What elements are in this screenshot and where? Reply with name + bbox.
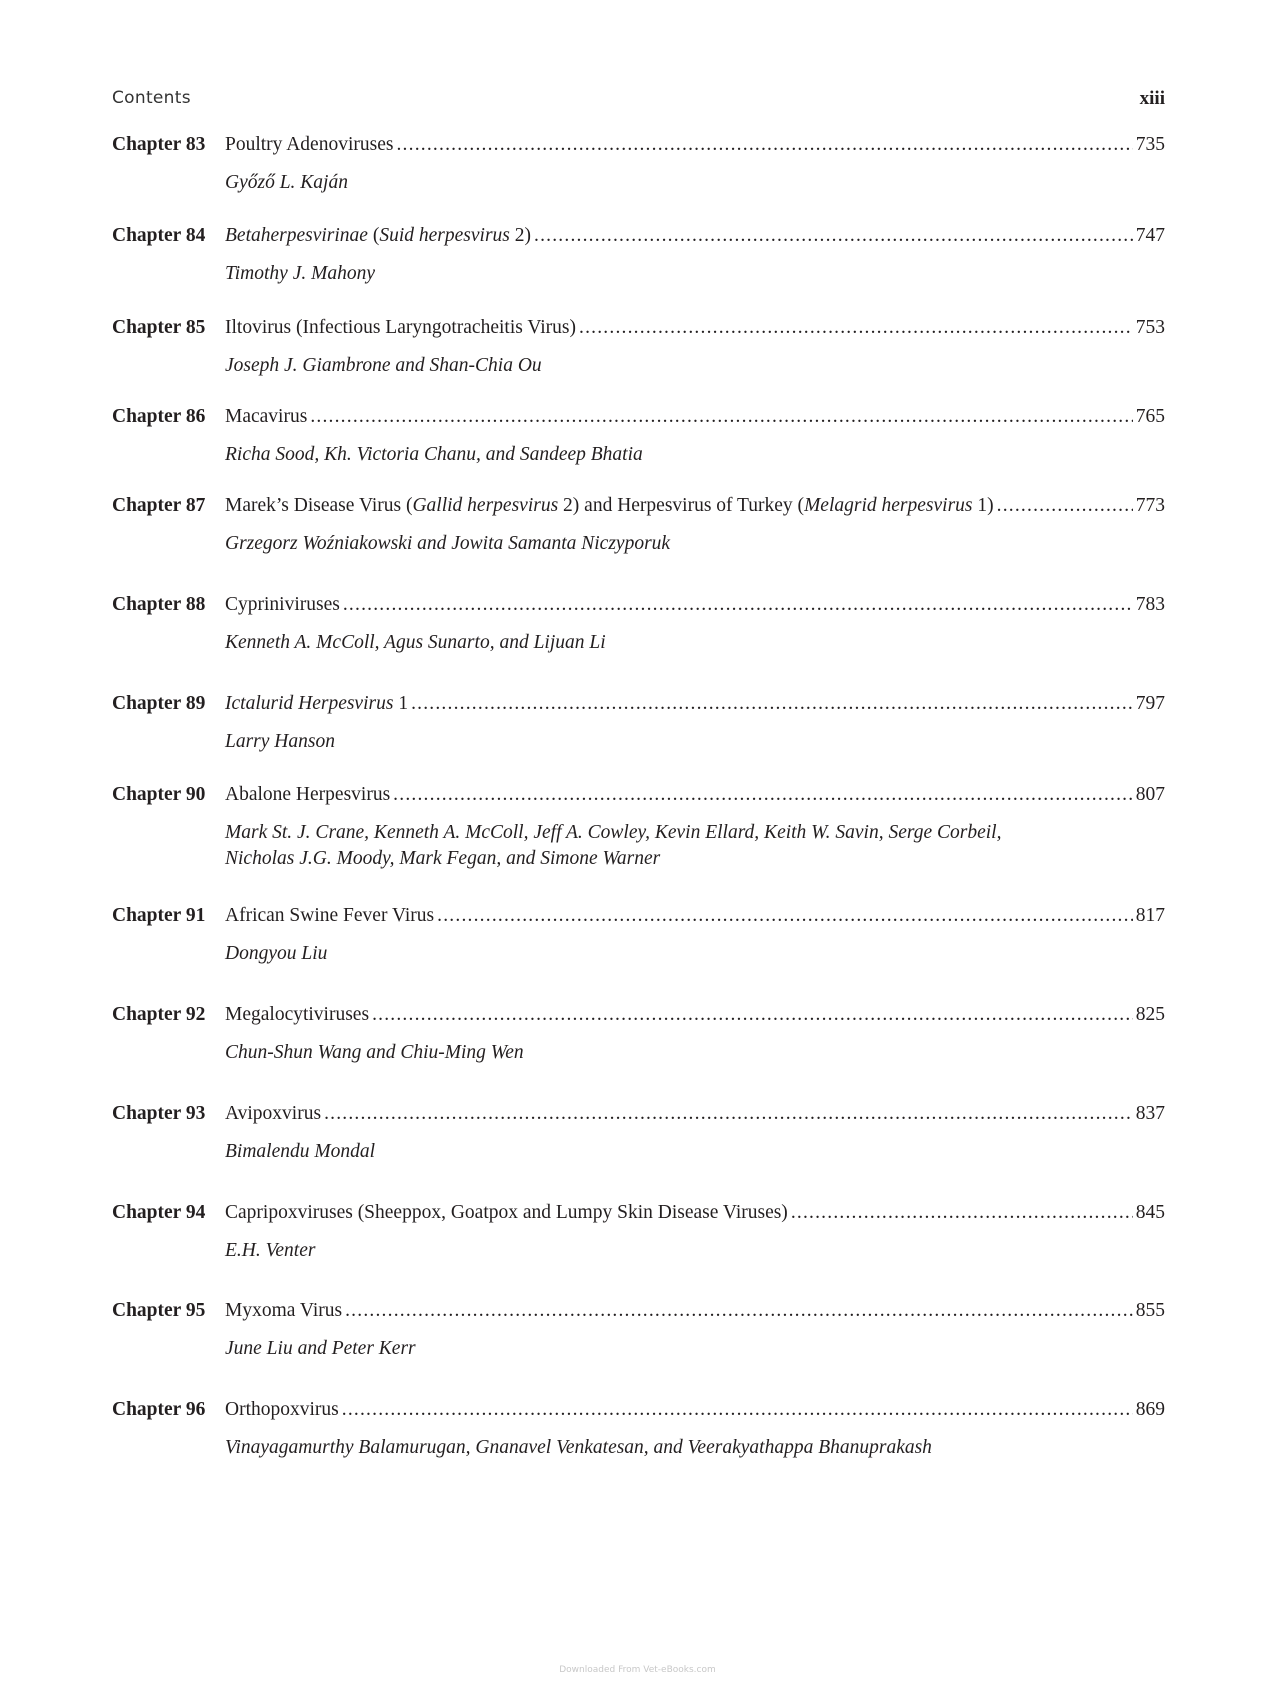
toc-entry <box>112 317 1165 379</box>
chapter-authors <box>225 1435 1125 1461</box>
chapter-title: Macavirus <box>225 406 308 427</box>
chapter-authors <box>225 630 1125 656</box>
chapter-label: Chapter 91 <box>112 905 206 926</box>
dot-leader <box>791 1202 1133 1224</box>
toc-entry-line <box>112 1103 1165 1131</box>
author-line: Timothy J. Mahony <box>225 263 376 284</box>
chapter-title: Poultry Adenoviruses <box>225 134 394 155</box>
dot-leader <box>310 406 1132 428</box>
author-line: E.H. Venter <box>225 1240 316 1261</box>
chapter-page-number: 855 <box>1135 1300 1165 1321</box>
toc-entry <box>112 594 1165 656</box>
dot-leader <box>579 317 1133 339</box>
toc-entry-line <box>112 495 1165 523</box>
chapter-label: Chapter 89 <box>112 693 206 714</box>
chapter-authors <box>225 531 1125 557</box>
chapter-label: Chapter 86 <box>112 406 206 427</box>
chapter-page-number: 845 <box>1135 1202 1165 1223</box>
chapter-label: Chapter 90 <box>112 784 206 805</box>
chapter-page-number: 747 <box>1135 225 1165 246</box>
chapter-authors <box>225 170 1125 196</box>
chapter-title: Orthopoxvirus <box>225 1399 339 1420</box>
chapter-label: Chapter 88 <box>112 594 206 615</box>
chapter-page-number: 817 <box>1135 905 1165 926</box>
chapter-authors <box>225 353 1125 379</box>
author-line: Joseph J. Giambrone and Shan-Chia Ou <box>225 355 542 376</box>
author-line: Larry Hanson <box>225 731 335 752</box>
dot-leader <box>411 693 1133 715</box>
chapter-page-number: 837 <box>1135 1103 1165 1124</box>
chapter-authors <box>225 1336 1125 1362</box>
toc-entry-line <box>112 905 1165 933</box>
chapter-page-number: 765 <box>1135 406 1165 427</box>
chapter-authors <box>225 820 1125 872</box>
chapter-authors <box>225 1040 1125 1066</box>
footer-watermark: Downloaded From Vet-eBooks.com <box>559 1665 716 1675</box>
dot-leader <box>997 495 1133 517</box>
chapter-label: Chapter 94 <box>112 1202 206 1223</box>
chapter-title: Capripoxviruses (Sheeppox, Goatpox and Lumpy Skin Disease Viruses) <box>225 1202 788 1223</box>
chapter-page-number: 869 <box>1135 1399 1165 1420</box>
chapter-authors <box>225 442 1125 468</box>
dot-leader <box>345 1300 1133 1322</box>
toc-entry-line <box>112 594 1165 622</box>
author-line: Kenneth A. McColl, Agus Sunarto, and Lijuan Li <box>225 632 606 653</box>
chapter-label: Chapter 83 <box>112 134 206 155</box>
toc-entry-line <box>112 1399 1165 1427</box>
dot-leader <box>534 225 1133 247</box>
toc-entry-line <box>112 406 1165 434</box>
chapter-label: Chapter 87 <box>112 495 206 516</box>
page-number-roman: xiii <box>1139 88 1165 109</box>
toc-entry <box>112 784 1165 872</box>
toc-entry <box>112 495 1165 557</box>
chapter-title: Cypriniviruses <box>225 594 340 615</box>
chapter-page-number: 735 <box>1135 134 1165 155</box>
chapter-title: Megalocytiviruses <box>225 1004 370 1025</box>
dot-leader <box>396 134 1132 156</box>
chapter-page-number: 807 <box>1135 784 1165 805</box>
toc-entry <box>112 1103 1165 1165</box>
chapter-title: Avipoxvirus <box>225 1103 322 1124</box>
toc-entry-line <box>112 1004 1165 1032</box>
running-head <box>112 88 1165 116</box>
toc-entry-line <box>112 134 1165 162</box>
author-line: Bimalendu Mondal <box>225 1141 376 1162</box>
toc-entry-line <box>112 693 1165 721</box>
dot-leader <box>393 784 1133 806</box>
author-line: June Liu and Peter Kerr <box>225 1338 416 1359</box>
chapter-label: Chapter 84 <box>112 225 206 246</box>
dot-leader <box>324 1103 1133 1125</box>
chapter-page-number: 783 <box>1135 594 1165 615</box>
chapter-authors <box>225 1238 1125 1264</box>
chapter-authors <box>225 1139 1125 1165</box>
toc-entry <box>112 693 1165 755</box>
author-line: Grzegorz Woźniakowski and Jowita Samanta Niczyporuk <box>225 533 671 554</box>
chapter-title: Marek’s Disease Virus (Gallid herpesvirus 2) and Herpesvirus of Turkey (Melagrid herpesvirus 1) <box>225 495 994 516</box>
chapter-page-number: 753 <box>1135 317 1165 338</box>
author-line: Mark St. J. Crane, Kenneth A. McColl, Jeff A. Cowley, Kevin Ellard, Keith W. Savin, Serge Corbeil, <box>225 822 1002 843</box>
toc-entry-line <box>112 317 1165 345</box>
toc-entry <box>112 406 1165 468</box>
author-line: Chun-Shun Wang and Chiu-Ming Wen <box>225 1042 524 1063</box>
dot-leader <box>342 1399 1133 1421</box>
chapter-page-number: 825 <box>1135 1004 1165 1025</box>
toc-entry <box>112 134 1165 196</box>
toc-entry-line <box>112 784 1165 812</box>
toc-entry <box>112 905 1165 967</box>
toc-entry <box>112 1300 1165 1362</box>
chapter-authors <box>225 261 1125 287</box>
dot-leader <box>372 1004 1133 1026</box>
chapter-title: Ictalurid Herpesvirus 1 <box>225 693 409 714</box>
chapter-authors <box>225 941 1125 967</box>
chapter-label: Chapter 85 <box>112 317 206 338</box>
chapter-page-number: 797 <box>1135 693 1165 714</box>
author-line: Vinayagamurthy Balamurugan, Gnanavel Venkatesan, and Veerakyathappa Bhanuprakash <box>225 1437 932 1458</box>
author-line: Győző L. Kaján <box>225 172 348 193</box>
chapter-label: Chapter 95 <box>112 1300 206 1321</box>
chapter-title: Abalone Herpesvirus <box>225 784 391 805</box>
author-line: Dongyou Liu <box>225 943 328 964</box>
toc-entry <box>112 1004 1165 1066</box>
toc-entry <box>112 225 1165 287</box>
chapter-title: Myxoma Virus <box>225 1300 343 1321</box>
chapter-label: Chapter 96 <box>112 1399 206 1420</box>
chapter-page-number: 773 <box>1135 495 1165 516</box>
toc-entry-line <box>112 1202 1165 1230</box>
chapter-label: Chapter 92 <box>112 1004 206 1025</box>
toc-entry-line <box>112 225 1165 253</box>
toc-entry <box>112 1399 1165 1461</box>
running-head-section: Contents <box>112 88 191 108</box>
author-line: Nicholas J.G. Moody, Mark Fegan, and Simone Warner <box>225 848 661 869</box>
chapter-authors <box>225 729 1125 755</box>
author-line: Richa Sood, Kh. Victoria Chanu, and Sandeep Bhatia <box>225 444 643 465</box>
chapter-title: Iltovirus (Infectious Laryngotracheitis Virus) <box>225 317 576 338</box>
chapter-label: Chapter 93 <box>112 1103 206 1124</box>
toc-entry-line <box>112 1300 1165 1328</box>
dot-leader <box>437 905 1133 927</box>
chapter-title: Betaherpesvirinae (Suid herpesvirus 2) <box>225 225 531 246</box>
chapter-title: African Swine Fever Virus <box>225 905 435 926</box>
toc-entry <box>112 1202 1165 1264</box>
dot-leader <box>343 594 1133 616</box>
